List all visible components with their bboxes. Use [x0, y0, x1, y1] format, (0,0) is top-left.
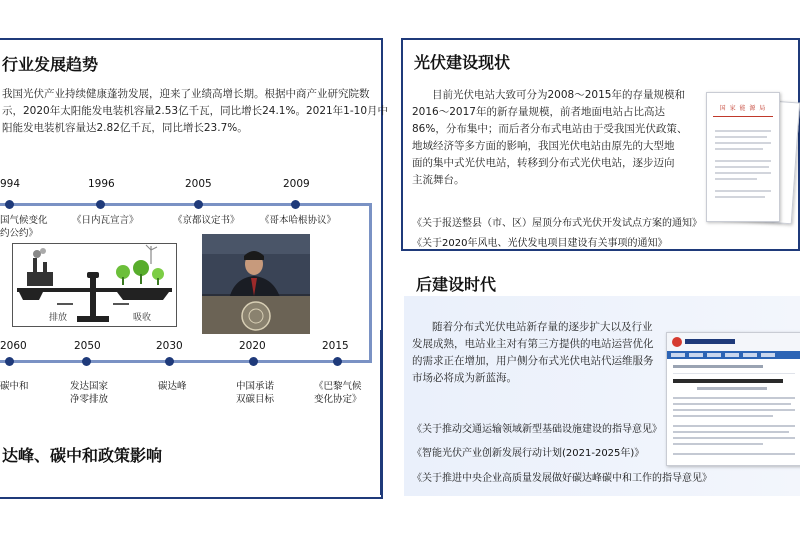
- event-line: 变化协定》: [314, 394, 362, 405]
- document-text-lines: [707, 121, 779, 211]
- pv-status-text: [412, 87, 702, 189]
- document-thumbnail: [706, 92, 780, 222]
- intro-line: 我国光伏产业持续健康蓬勃发展，迎来了业绩高增长期。根据中商产业研究院数: [2, 88, 370, 100]
- timeline-event: [236, 380, 274, 406]
- timeline-year: 2020: [239, 340, 266, 352]
- timeline-year: 2030: [156, 340, 183, 352]
- timeline-event: [260, 214, 336, 227]
- timeline-bottom-track: [0, 360, 372, 363]
- timeline-event: [314, 380, 362, 406]
- timeline-event: [70, 380, 108, 406]
- event-line: 发达国家: [70, 381, 109, 392]
- post-line: 市场必将成为新蓝海。: [412, 372, 517, 384]
- timeline-year: 2009: [283, 178, 310, 190]
- post-line: 的需求正在增加，用户侧分布式光伏电站代运维服务: [412, 355, 654, 367]
- absorb-label: 吸收: [133, 313, 152, 323]
- policy-doc-link[interactable]: 《关于报送整县（市、区）屋顶分布式光伏开发试点方案的通知》: [412, 218, 702, 229]
- emit-label: 排放: [49, 313, 68, 323]
- timeline-event: [173, 214, 240, 227]
- document-header: 国 家 能 源 局: [719, 105, 767, 112]
- speaker-at-podium-image: [202, 234, 310, 334]
- timeline-year: 994: [0, 178, 21, 190]
- timeline-dot: [333, 357, 342, 366]
- status-line: 面的集中式光伏电站，转移到分布式光伏电站，逐步迈向: [412, 157, 675, 169]
- post-line: 发展成熟，电站业主对有第三方提供的电站运营优化: [412, 338, 654, 350]
- event-line: 碳中和: [0, 381, 29, 392]
- post-line: 随着分布式光伏电站新存量的逐步扩大以及行业: [432, 321, 653, 333]
- carbon-balance-illustration: [12, 243, 177, 327]
- document-rule: [713, 116, 773, 117]
- timeline-right-track: [369, 203, 372, 363]
- timeline-event: [0, 214, 48, 240]
- event-line: 《京都议定书》: [173, 215, 240, 226]
- status-line: 86%，分布集中；而后者分布式电站由于受我国光伏政策、: [412, 123, 688, 135]
- event-line: 《哥本哈根协议》: [260, 215, 337, 226]
- webpage-mockup-image: [667, 333, 800, 465]
- event-line: 中国承诺: [236, 381, 275, 392]
- timeline-dot: [5, 200, 14, 209]
- intro-line: 示，2020年太阳能发电装机容量2.53亿千瓦，同比增长24.1%。2021年1-10月中: [2, 105, 389, 117]
- industry-intro-text: [2, 86, 389, 137]
- post-construction-title: 后建设时代: [416, 275, 497, 294]
- timeline-dot: [5, 357, 14, 366]
- timeline-dot: [194, 200, 203, 209]
- ministry-website-thumbnail: [666, 332, 800, 466]
- timeline-dot: [249, 357, 258, 366]
- event-line: 国气候变化: [0, 215, 48, 226]
- timeline-dot: [82, 357, 91, 366]
- event-line: 《巴黎气候: [314, 381, 362, 392]
- panel-edge-accent: [380, 330, 383, 495]
- timeline-dot: [96, 200, 105, 209]
- timeline-event: [0, 380, 29, 393]
- speaker-photo: [202, 234, 310, 334]
- timeline-event: [72, 214, 139, 227]
- timeline-top-track: [0, 203, 372, 206]
- timeline-dot: [291, 200, 300, 209]
- status-line: 地域经济等多方面的影响，我国光伏电站由原先的大型地: [412, 140, 675, 152]
- event-line: 约公约》: [0, 228, 39, 239]
- pv-status-title: 光伏建设现状: [414, 53, 511, 72]
- timeline-year: 2050: [74, 340, 101, 352]
- status-line: 2016～2017年的新存量规模，前者地面电站占比高达: [412, 106, 665, 118]
- timeline-dot: [165, 357, 174, 366]
- timeline-event: [158, 380, 187, 393]
- policy-doc-link[interactable]: 《关于推动交通运输领域新型基础设施建设的指导意见》: [412, 424, 662, 435]
- timeline-year: 2060: [0, 340, 27, 352]
- panel-top-rule: [0, 38, 383, 40]
- event-line: 净零排放: [70, 394, 109, 405]
- balance-scale-icon: [13, 244, 176, 326]
- intro-line: 阳能发电装机容量达2.82亿千瓦，同比增长23.7%。: [2, 122, 248, 134]
- status-line: 目前光伏电站大致可分为2008～2015年的存量规模和: [432, 89, 685, 101]
- event-line: 《日内瓦宣言》: [72, 215, 139, 226]
- event-line: 双碳目标: [236, 394, 275, 405]
- policy-doc-link[interactable]: 《智能光伏产业创新发展行动计划(2021-2025年)》: [412, 448, 645, 459]
- policy-impact-title: 达峰、碳中和政策影响: [2, 446, 163, 465]
- timeline-year: 2005: [185, 178, 212, 190]
- timeline-year: 2015: [322, 340, 349, 352]
- policy-doc-link[interactable]: 《关于推进中央企业高质量发展做好碳达峰碳中和工作的指导意见》: [412, 473, 712, 484]
- industry-trend-title: 行业发展趋势: [2, 55, 99, 74]
- event-line: 碳达峰: [158, 381, 187, 392]
- post-construction-text: [412, 319, 662, 387]
- policy-doc-link[interactable]: 《关于2020年风电、光伏发电项目建设有关事项的通知》: [412, 238, 668, 249]
- status-line: 主流舞台。: [412, 174, 465, 186]
- timeline-year: 1996: [88, 178, 115, 190]
